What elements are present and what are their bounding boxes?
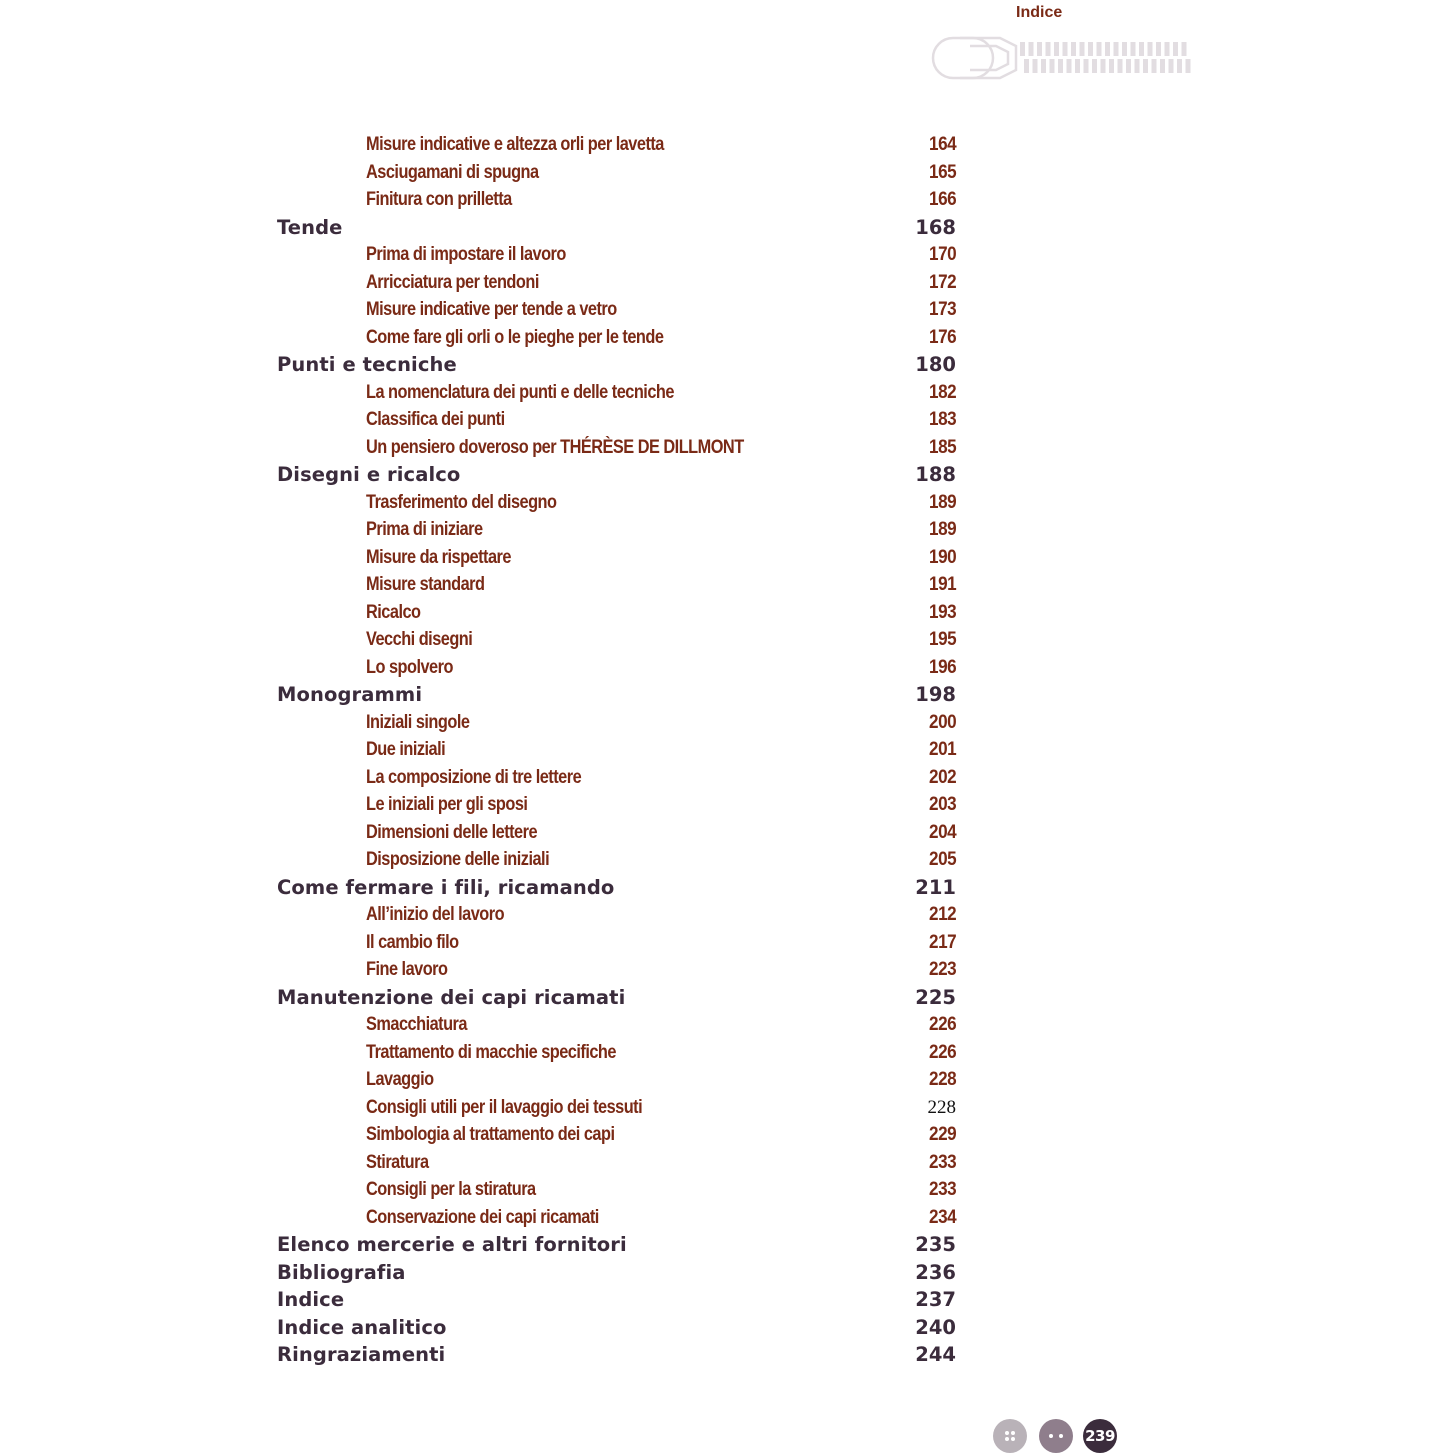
toc-entry-page-number: 172 [928, 271, 956, 293]
toc-entry-page-number: 164 [928, 134, 956, 155]
toc-entry-title: Ringraziamenti [277, 1343, 446, 1366]
toc-entry-page-number: 190 [928, 546, 956, 568]
zipper-tooth [1033, 59, 1038, 73]
zipper-tooth [1173, 42, 1178, 56]
toc-entry-title: Trattamento di macchie specifiche [366, 1041, 616, 1063]
toc-subsection-entry[interactable] [0, 131, 1456, 159]
zipper-tooth [1037, 42, 1042, 56]
toc-subsection-entry[interactable] [0, 434, 1456, 462]
toc-entry-page-number: 201 [928, 739, 956, 760]
toc-section-entry[interactable] [0, 1341, 1456, 1369]
zipper-tooth [1105, 42, 1110, 56]
zipper-tooth [1080, 42, 1085, 56]
toc-subsection-entry[interactable] [0, 1204, 1456, 1232]
zipper-tooth [1177, 59, 1182, 73]
toc-entry-page-number: 165 [928, 161, 956, 183]
zipper-tooth [1182, 42, 1187, 56]
zipper-tooth [1084, 59, 1089, 73]
toc-entry-title: Simbologia al trattamento dei capi [366, 1124, 615, 1145]
toc-entry-title: Fine lavoro [366, 959, 448, 980]
toc-entry-page-number: 235 [915, 1233, 956, 1256]
toc-entry-page-number: 182 [928, 381, 956, 403]
toc-entry-title: Tende [277, 215, 343, 239]
toc-entry-page-number: 229 [928, 1124, 956, 1145]
toc-entry-page-number: 189 [928, 519, 956, 540]
toc-subsection-entry[interactable] [0, 544, 1456, 572]
toc-entry-title: Stiratura [366, 1151, 429, 1173]
toc-entry-page-number: 233 [928, 1151, 956, 1173]
toc-entry-page-number: 228 [927, 1096, 956, 1118]
toc-subsection-entry[interactable] [0, 654, 1456, 682]
toc-entry-title: Elenco mercerie e altri fornitori [277, 1233, 627, 1256]
toc-subsection-entry[interactable] [0, 296, 1456, 324]
zipper-tooth [1122, 42, 1127, 56]
zipper-tooth [1118, 59, 1123, 73]
toc-entry-page-number: 223 [928, 959, 956, 980]
toc-entry-title: Indice analitico [277, 1315, 447, 1339]
toc-entry-title: All’inizio del lavoro [366, 904, 505, 925]
toc-entry-title: Le iniziali per gli sposi [366, 794, 528, 815]
zipper-tooth [1041, 59, 1046, 73]
toc-entry-page-number: 195 [928, 629, 956, 650]
toc-entry-title: Punti e tecniche [277, 353, 457, 376]
zipper-tooth [1029, 42, 1034, 56]
table-of-contents [0, 131, 1456, 1369]
toc-entry-page-number: 236 [915, 1260, 956, 1284]
zipper-tooth [1156, 42, 1161, 56]
toc-subsection-entry[interactable] [0, 571, 1456, 599]
toc-section-entry[interactable] [0, 1314, 1456, 1342]
toc-subsection-entry[interactable] [0, 846, 1456, 874]
toc-subsection-entry[interactable] [0, 489, 1456, 517]
toc-entry-title: Due iniziali [366, 739, 446, 760]
toc-subsection-entry[interactable] [0, 709, 1456, 737]
zipper-tooth [1126, 59, 1131, 73]
toc-subsection-entry[interactable] [0, 736, 1456, 764]
toc-entry-page-number: 212 [928, 904, 956, 925]
toc-entry-title: Arricciatura per tendoni [366, 271, 539, 293]
toc-entry-title: Trasferimento del disegno [366, 491, 557, 513]
toc-entry-page-number: 202 [928, 766, 956, 788]
toc-entry-page-number: 183 [928, 409, 956, 430]
toc-entry-title: Monogrammi [277, 683, 423, 706]
toc-entry-page-number: 191 [928, 574, 956, 595]
toc-entry-title: Lavaggio [366, 1069, 434, 1090]
zipper-tooth [1046, 42, 1051, 56]
toc-subsection-entry[interactable] [0, 791, 1456, 819]
toc-subsection-entry[interactable] [0, 159, 1456, 187]
zipper-tooth [1054, 42, 1059, 56]
toc-subsection-entry[interactable] [0, 1011, 1456, 1039]
toc-entry-title: Lo spolvero [366, 656, 453, 678]
toc-entry-page-number: 198 [915, 683, 956, 706]
zipper-tooth [1139, 42, 1144, 56]
toc-entry-page-number: 225 [915, 985, 956, 1009]
toc-entry-page-number: 176 [928, 326, 956, 348]
toc-section-entry[interactable] [0, 461, 1456, 489]
menu-button[interactable] [993, 1419, 1027, 1453]
toc-entry-page-number: 244 [915, 1343, 956, 1366]
toc-entry-title: Il cambio filo [366, 931, 459, 953]
toc-entry-title: Iniziali singole [366, 711, 470, 733]
toc-subsection-entry[interactable] [0, 599, 1456, 627]
zipper-tooth [1071, 42, 1076, 56]
toc-section-entry[interactable] [0, 1286, 1456, 1314]
toc-entry-page-number: 233 [928, 1179, 956, 1200]
toc-subsection-entry[interactable] [0, 1066, 1456, 1094]
zipper-tooth [1143, 59, 1148, 73]
page-number: 239 [1085, 1427, 1115, 1445]
toc-subsection-entry[interactable] [0, 929, 1456, 957]
toc-entry-page-number: 168 [915, 215, 956, 239]
toc-entry-title: Misure da rispettare [366, 546, 511, 568]
zipper-tooth [1165, 42, 1170, 56]
toc-entry-page-number: 185 [928, 436, 956, 458]
zipper-tooth [1024, 59, 1029, 73]
toc-entry-title: Asciugamani di spugna [366, 161, 539, 183]
toc-section-entry[interactable] [0, 874, 1456, 902]
zipper-icon [930, 32, 1195, 84]
zipper-tooth [1097, 42, 1102, 56]
toc-section-entry[interactable] [0, 351, 1456, 379]
toc-entry-page-number: 173 [928, 299, 956, 320]
toc-entry-title: Indice [277, 1288, 345, 1311]
zipper-tooth [1160, 59, 1165, 73]
toc-subsection-entry[interactable] [0, 269, 1456, 297]
toc-entry-title: Un pensiero doveroso per THÉRÈSE DE DILLMONT [366, 436, 744, 458]
zipper-tooth [1020, 42, 1025, 56]
toc-entry-page-number: 226 [928, 1014, 956, 1035]
toc-entry-title: Disegni e ricalco [277, 463, 461, 486]
toc-entry-page-number: 180 [915, 353, 956, 376]
toc-entry-title: Manutenzione dei capi ricamati [277, 985, 626, 1009]
toc-entry-page-number: 205 [928, 849, 956, 870]
toc-entry-title: Vecchi disegni [366, 629, 473, 650]
toc-entry-page-number: 217 [928, 931, 956, 953]
toc-entry-title: La nomenclatura dei punti e delle tecniche [366, 381, 674, 403]
toc-subsection-entry[interactable] [0, 1121, 1456, 1149]
toc-entry-title: Consigli utili per il lavaggio dei tessuti [366, 1096, 643, 1118]
toc-subsection-entry[interactable] [0, 626, 1456, 654]
toc-subsection-entry[interactable] [0, 764, 1456, 792]
toc-entry-page-number: 166 [928, 189, 956, 210]
toc-section-entry[interactable] [0, 1231, 1456, 1259]
toc-subsection-entry[interactable] [0, 379, 1456, 407]
zipper-tooth [1114, 42, 1119, 56]
toc-entry-title: La composizione di tre lettere [366, 766, 582, 788]
toc-subsection-entry[interactable] [0, 819, 1456, 847]
toc-entry-title: Dimensioni delle lettere [366, 821, 538, 843]
toc-entry-title: Bibliografia [277, 1260, 406, 1284]
toc-entry-title: Disposizione delle iniziali [366, 849, 550, 870]
zipper-tooth [1050, 59, 1055, 73]
toc-entry-title: Misure standard [366, 574, 485, 595]
toc-entry-title: Prima di impostare il lavoro [366, 244, 566, 265]
toc-entry-page-number: 203 [928, 794, 956, 815]
toc-subsection-entry[interactable] [0, 901, 1456, 929]
zipper-tooth [1152, 59, 1157, 73]
navigation-button[interactable] [1039, 1419, 1073, 1453]
toc-entry-page-number: 204 [928, 821, 956, 843]
toc-section-entry[interactable] [0, 214, 1456, 242]
toc-entry-page-number: 234 [928, 1206, 956, 1228]
toc-entry-page-number: 200 [928, 711, 956, 733]
zipper-tooth [1075, 59, 1080, 73]
toc-section-entry[interactable] [0, 984, 1456, 1012]
zipper-tooth [1109, 59, 1114, 73]
zipper-tooth [1101, 59, 1106, 73]
toc-entry-title: Misure indicative per tende a vetro [366, 299, 617, 320]
zipper-tooth [1148, 42, 1153, 56]
toc-entry-title: Conservazione dei capi ricamati [366, 1206, 599, 1228]
zipper-tooth [1058, 59, 1063, 73]
zipper-tooth [1063, 42, 1068, 56]
toc-entry-page-number: 228 [928, 1069, 956, 1090]
toc-section-entry[interactable] [0, 1259, 1456, 1287]
toc-subsection-entry[interactable] [0, 186, 1456, 214]
toc-entry-title: Consigli per la stiratura [366, 1179, 536, 1200]
toc-subsection-entry[interactable] [0, 1094, 1456, 1122]
toc-entry-title: Come fare gli orli o le pieghe per le tende [366, 326, 664, 348]
toc-entry-page-number: 211 [915, 875, 956, 899]
toc-entry-page-number: 196 [928, 656, 956, 678]
zipper-tooth [1088, 42, 1093, 56]
toc-subsection-entry[interactable] [0, 406, 1456, 434]
toc-entry-page-number: 189 [928, 491, 956, 513]
toc-subsection-entry[interactable] [0, 241, 1456, 269]
page-number-badge [1083, 1419, 1117, 1453]
toc-entry-page-number: 237 [915, 1288, 956, 1311]
toc-entry-title: Prima di iniziare [366, 519, 483, 540]
toc-entry-page-number: 170 [928, 244, 956, 265]
toc-entry-page-number: 193 [928, 601, 956, 623]
toc-entry-title: Come fermare i fili, ricamando [277, 875, 615, 899]
toc-subsection-entry[interactable] [0, 1039, 1456, 1067]
toc-entry-title: Classifica dei punti [366, 409, 505, 430]
toc-subsection-entry[interactable] [0, 956, 1456, 984]
toc-subsection-entry[interactable] [0, 1176, 1456, 1204]
toc-subsection-entry[interactable] [0, 324, 1456, 352]
zipper-tooth [1067, 59, 1072, 73]
toc-section-entry[interactable] [0, 681, 1456, 709]
toc-entry-title: Smacchiatura [366, 1014, 467, 1035]
toc-entry-page-number: 226 [928, 1041, 956, 1063]
toc-entry-title: Ricalco [366, 601, 421, 623]
zipper-tooth [1169, 59, 1174, 73]
toc-entry-title: Misure indicative e altezza orli per lavetta [366, 134, 664, 155]
zipper-tooth [1135, 59, 1140, 73]
toc-subsection-entry[interactable] [0, 516, 1456, 544]
zipper-tooth [1186, 59, 1191, 73]
page-header-title: Indice [1016, 4, 1063, 21]
zipper-tooth [1131, 42, 1136, 56]
zipper-tooth [1092, 59, 1097, 73]
toc-entry-page-number: 188 [915, 463, 956, 486]
toc-subsection-entry[interactable] [0, 1149, 1456, 1177]
toc-entry-title: Finitura con prilletta [366, 189, 512, 210]
toc-entry-page-number: 240 [915, 1315, 956, 1339]
page-footer [993, 1419, 1123, 1453]
